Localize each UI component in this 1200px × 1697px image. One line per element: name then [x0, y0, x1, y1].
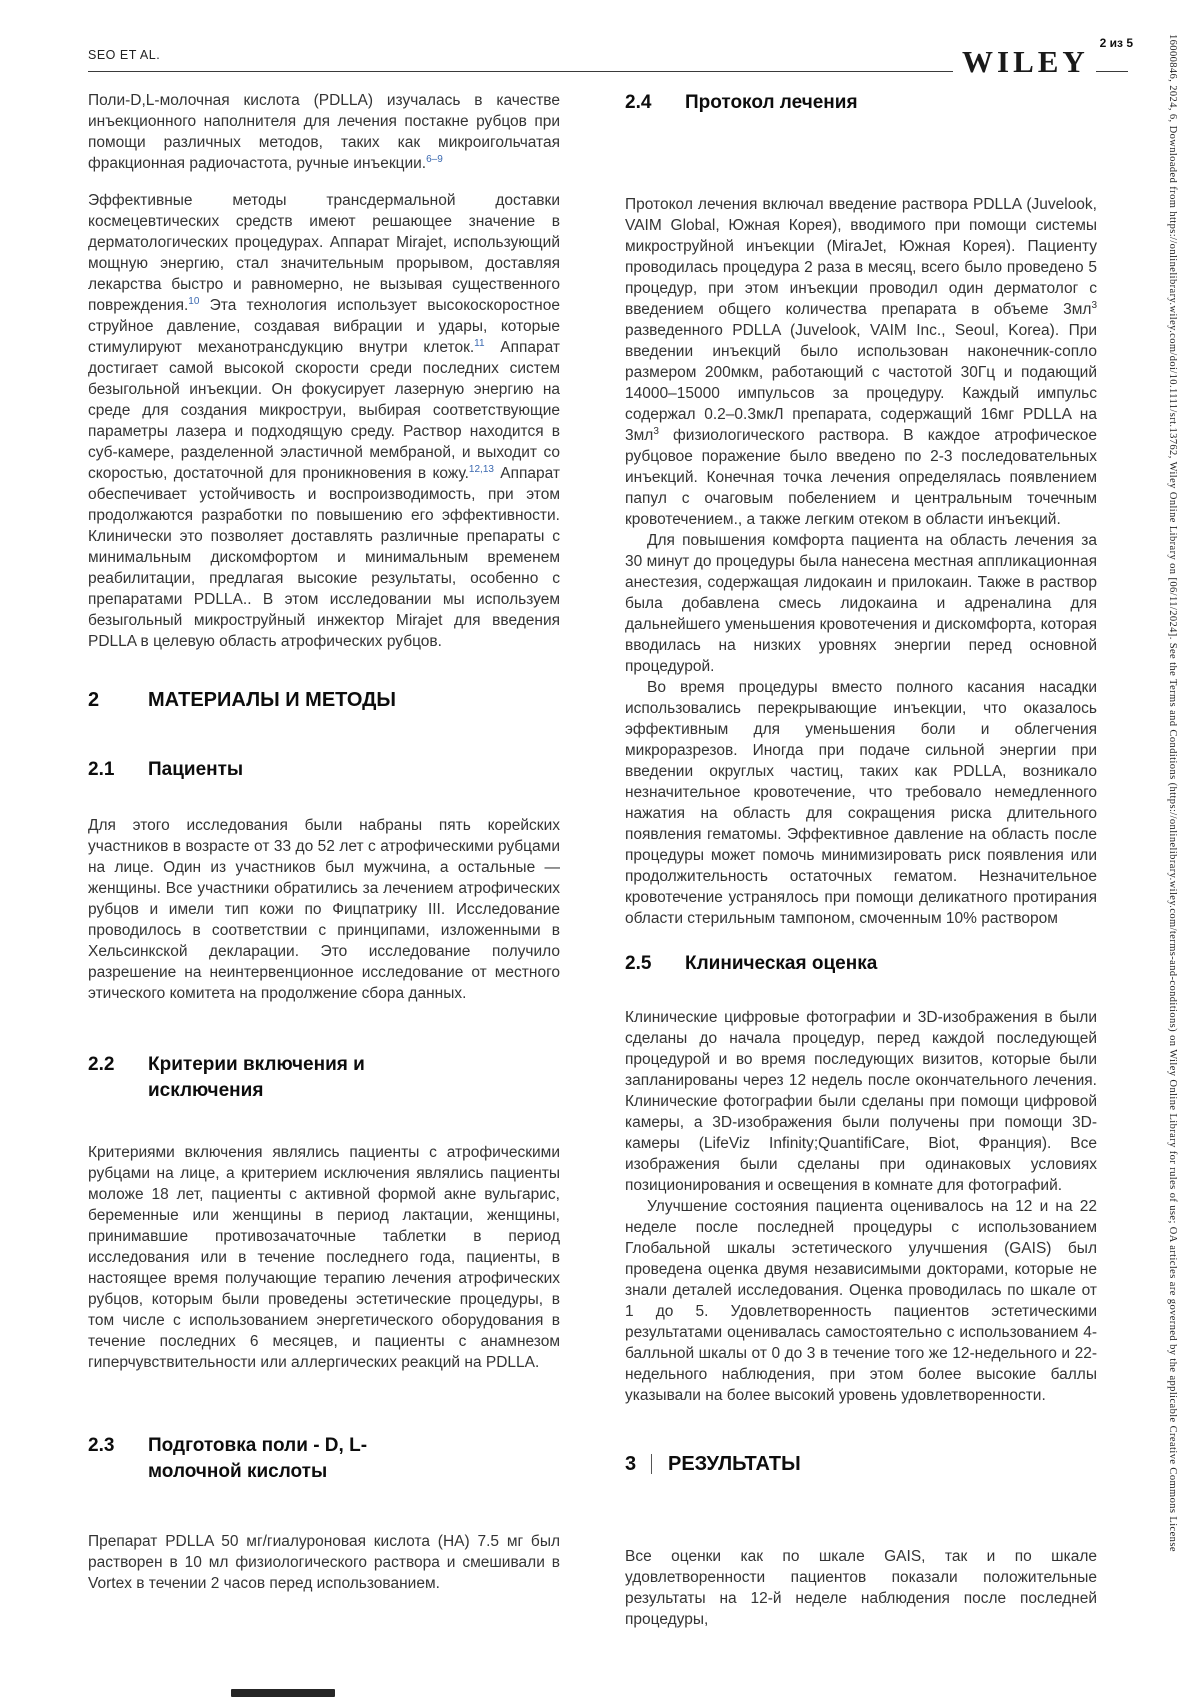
citation-ref[interactable]: 11: [474, 337, 485, 349]
section-title: РЕЗУЛЬТАТЫ: [668, 1453, 801, 1475]
section-heading-protocol: [625, 90, 1097, 116]
citation-ref[interactable]: 12,13: [468, 463, 494, 475]
paragraph-intro-2: [88, 190, 560, 652]
text-run: Аппарат обеспечивает устойчивость и воспроизводимость, при этом продолжаются разработки по повышению его эффективности. Клинически это позволяет доставлять различные препараты с минимальным дискомфортом и минимальным временем реабилитации, предлагая высокие результаты, особенно с препаратами PDLLA.. В этом исследовании мы используем безыгольный микроструйный инжектор Mirajet для введения PDLLA в целевую область атрофических рубцов.: [88, 465, 560, 650]
section-heading-criteria: [88, 1052, 560, 1104]
section-heading-preparation: [88, 1433, 560, 1485]
paragraph-preparation: Препарат PDLLA 50 мг/гиалуроновая кислота (HA) 7.5 мг был растворен в 10 мл физиологического раствора и смешивали в Vortex в течении 2 часов перед использованием.: [88, 1533, 560, 1592]
paragraph-patients: Для этого исследования были набраны пять корейских участников в возрасте от 33 до 52 лет с атрофическими рубцами на лице. Один из участников был мужчина, а остальные — женщины. Все участники обратились за лечением атрофических рубцов и имели тип кожи по Фицпатрику III. Исследование проводилось в соответствии с принципами, изложенными в Хельсинкской декларации. Это исследование получило разрешение на неинтервенционное исследование от местного этического комитета на продолжение сбора данных.: [88, 817, 560, 1002]
section-number: 2.2: [88, 1054, 115, 1075]
section-heading-clinical-evaluation: [625, 951, 1097, 977]
section-heading-patients: [88, 757, 560, 783]
paragraph-protocol-2: Для повышения комфорта пациента на область лечения за 30 минут до процедуры была нанесена местная аппликационная анестезия, содержащая лидокаин и прилокаин. Также в раствор была добавлена смесь лидокаина и адреналина для дальнейшего уменьшения кровотечения и дискомфорта, которая вводилась на низких уровнях энергии перед основной процедурой.: [625, 532, 1097, 675]
scan-artifact-bar: [231, 1689, 335, 1697]
paragraph-intro-1: [88, 90, 560, 174]
section-number: 2.3: [88, 1435, 115, 1456]
section-heading-materials-methods: [88, 687, 560, 713]
header-rule: [88, 71, 953, 72]
text-run: Поли-D,L-молочная кислота (PDLLA) изучалась в качестве инъекционного наполнителя для лечения постакне рубцов при помощи различных методов, таких как микроигольчатая фракционная радиочастота, ручные инъекции.: [88, 92, 560, 172]
text-run: разведенного PDLLA (Juvelook, VAIM Inc., Seoul, Korea). При введении инъекций было использован наконечник-сопло размером 200мкм, работающий с частотой 30Гц и подающий 14000–15000 импульсов за процедуру. Каждый импульс содержал 0.2–0.3мкЛ препарата, содержащий 16мг PDLLA на 3мл: [625, 322, 1097, 444]
section-number: 2: [88, 689, 100, 711]
citation-ref[interactable]: 10: [188, 295, 200, 307]
wiley-logo: WILEY: [962, 44, 1089, 79]
header-rule-right: [1096, 71, 1128, 72]
section-divider: [651, 1454, 652, 1474]
section-number: 2.4: [625, 92, 652, 113]
citation-ref[interactable]: 6–9: [426, 153, 443, 165]
section-number: 2.1: [88, 759, 115, 780]
left-column: [88, 90, 560, 1630]
section-title: Пациенты: [148, 759, 244, 780]
running-head-author: SEO ET AL.: [88, 48, 161, 62]
paragraph-protocol-3: Во время процедуры вместо полного касания насадки использовались перекрывающие инъекции, что оказалось эффективным для уменьшения боли и облегчения микроразрезов. Иногда при подаче сильной энергии при введении округлых частиц, таких как PDLLA, возникало незначительное кровотечение, что требовало немедленного нажатия на область для сокращения риска длительного появления гематомы. Эффективное давление на область после процедуры может помочь минимизировать риск появления или продолжительность остаточных гематом. Незначительное кровотечение устранялось при помощи деликатного протирания области стерильным тампоном, смоченным 10% раствором: [625, 679, 1097, 927]
article-body: [88, 90, 1097, 1630]
right-column: [625, 90, 1097, 1630]
license-sidebar-text: 16000846, 2024, 6, Downloaded from https://onlinelibrary.wiley.com/doi/10.1111/srt.13762, Wiley Online Library on [06/11/2024]. See the Terms and Conditions (https://onlinelibrary.wiley.com/terms-and-conditions) on Wiley Online Library for rules of use; OA articles are governed by the applicable Creative Commons License: [1167, 34, 1178, 1552]
section-title: Клиническая оценка: [685, 953, 878, 974]
section-title: Подготовка поли - D, L-молочной кислоты: [148, 1435, 368, 1482]
section-heading-results: [625, 1451, 1097, 1477]
section-number: 2.5: [625, 953, 652, 974]
paragraph-criteria: Критериями включения являлись пациенты с атрофическими рубцами на лице, а критерием исключения являлись пациенты моложе 18 лет, пациенты с активной формой акне вульгарис, беременные или женщины в период лактации, женщины, принимавшие противозачаточные таблетки в период исследования или в течение последнего года, пациенты, в настоящее время получающие терапию лечения атрофических рубцов, которым были проведены эстетические процедуры, в том числе с использованием энергетического оборудования в течение последних 6 месяцев, и пациенты с анамнезом гиперчувствительности или аллергических реакций на PDLLA.: [88, 1144, 560, 1371]
paragraph-clinical-1: Клинические цифровые фотографии и 3D-изображения в были сделаны до начала процедур, перед каждой последующей процедурой и во время последующих визитов, которые были запланированы через 12 недель после окончательного лечения. Клинические фотографии были сделаны при помощи цифровой камеры, а 3D-изображения были получены при помощи 3D-камеры (LifeViz Infinity;QuantifiCare, Biot, Франция). Все изображения были сделаны при одинаковых условиях позиционирования и освещения в комнате для фотографий.: [625, 1009, 1097, 1194]
text-run: физиологического раствора. В каждое атрофическое рубцовое поражение было введено по 2-3 последовательных инъекций. Конечная точка лечения определялась появлением папул с очаговым побелением и центральным точечным кровотечением., а также легким отеком в области инъекций.: [625, 427, 1097, 528]
section-number: 3: [625, 1453, 637, 1475]
text-run: Эффективные методы трансдермальной доставки космецевтических средств имеют решающее значение в дерматологических процедурах. Аппарат Mirajet, использующий мощную энергию, стал значительным прорывом, доставляя лекарства быстро и равномерно, не вызывая существенного повреждения.: [88, 192, 560, 314]
paragraph-results: Все оценки как по шкале GAIS, так и по шкале удовлетворенности пациентов показали положительные результаты на 12-й неделе наблюдения после последней процедуры,: [625, 1548, 1097, 1628]
page-number: 2 из 5: [1099, 36, 1133, 50]
text-run: Протокол лечения включал введение раствора PDLLA (Juvelook, VAIM Global, Южная Корея), вводимого при помощи системы микроструйной инъекции (MiraJet, Южная Корея). Пациенту проводилась процедура 2 раза в месяц, всего было проведено 5 процедур, при этом инъекции проводил один дерматолог с введением общего количества препарата в объеме 3мл: [625, 196, 1097, 318]
section-title: Критерии включения и исключения: [148, 1054, 365, 1101]
text-run: Эта технология использует высокоскоростное струйное давление, создавая вибрации и удары, которые стимулируют механотрансдукцию внутри клеток.: [88, 297, 560, 356]
paragraph-protocol-1: [625, 194, 1097, 530]
text-run: Аппарат достигает самой высокой скорости среди последних систем безыгольной инъекции. Он фокусирует лазерную энергию на среде для создания микроструи, выбирая соответствующие параметры лазера и подходящую среду. Раствор находится в суб-камере, разделенной эластичной мембраной, и выходит со скоростью, достаточной для проникновения в кожу.: [88, 339, 560, 482]
text-run: 3: [1091, 299, 1097, 311]
section-title: Протокол лечения: [685, 92, 858, 113]
text-run: 3: [653, 425, 659, 437]
section-title: МАТЕРИАЛЫ И МЕТОДЫ: [148, 689, 397, 711]
paragraph-clinical-2: Улучшение состояния пациента оценивалось на 12 и на 22 неделе после последней процедуры с использованием Глобальной шкалы эстетического улучшения (GAIS) был проведена оценка двумя независимыми докторами, которые не знали деталей исследования. Оценка проводилась по шкале от 1 до 5. Удовлетворенность пациентов эстетическими результатами оценивалась самостоятельно с использованием 4-балльной шкалы от 0 до 3 в течение того же 12-недельного и 22-недельного наблюдения, при этом более высокие баллы указывали на более высокий уровень удовлетворенности.: [625, 1198, 1097, 1404]
